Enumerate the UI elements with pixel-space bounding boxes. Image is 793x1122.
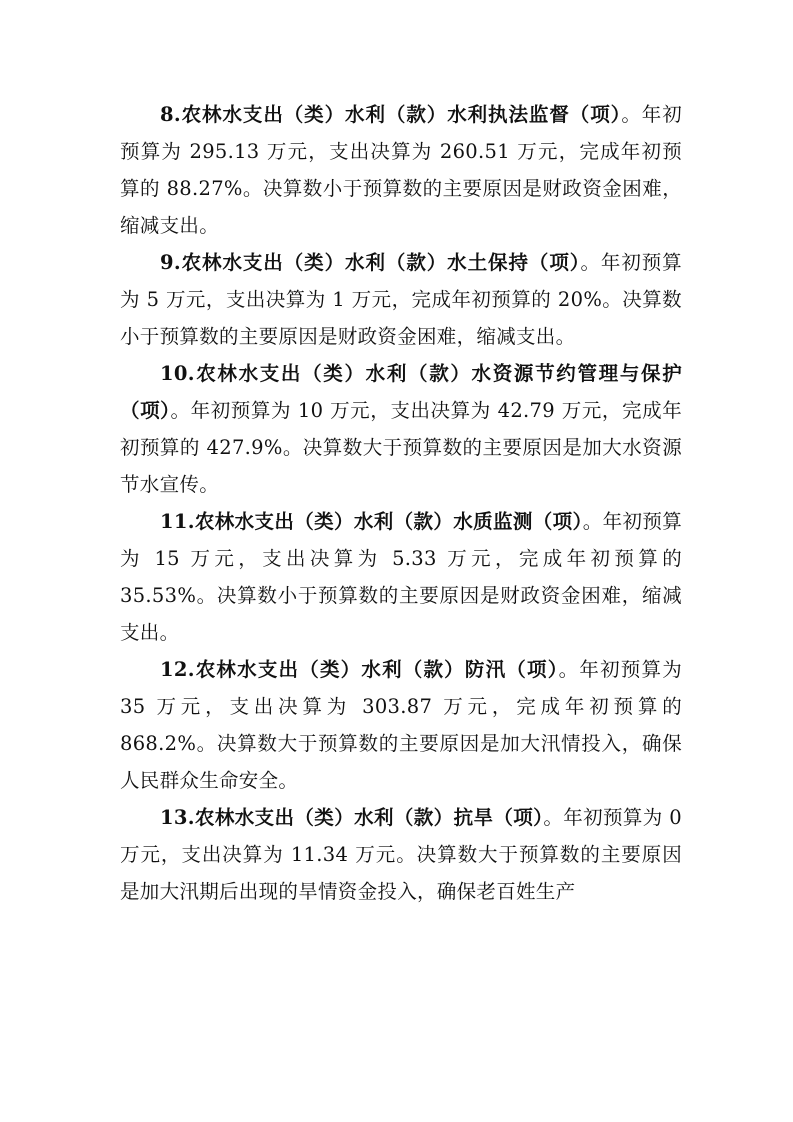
paragraph-item-12 — [120, 651, 682, 799]
paragraph-item-8 — [120, 96, 682, 244]
paragraph-body: 。年初预算为 5 万元，支出决算为 1 万元，完成年初预算的 20%。决算数小于预算数的主要原因是财政资金困难，缩减支出。 — [120, 251, 682, 348]
paragraph-body: 。年初预算为 0 万元，支出决算为 11.34 万元。决算数大于预算数的主要原因是加大汛期后出现的旱情资金投入，确保老百姓生产 — [120, 806, 682, 903]
paragraph-item-9 — [120, 244, 682, 355]
paragraph-body: 。年初预算为 35 万元，支出决算为 303.87 万元，完成年初预算的 868.2%。决算数大于预算数的主要原因是加大汛情投入，确保人民群众生命安全。 — [120, 658, 682, 792]
paragraph-body: 。年初预算为 10 万元，支出决算为 42.79 万元，完成年初预算的 427.9%。决算数大于预算数的主要原因是加大水资源节水宣传。 — [120, 399, 682, 496]
paragraph-body: 。年初预算为 295.13 万元，支出决算为 260.51 万元，完成年初预算的 88.27%。决算数小于预算数的主要原因是财政资金困难，缩减支出。 — [120, 103, 682, 237]
paragraph-heading: 11.农林水支出（类）水利（款）水质监测（项） — [160, 510, 583, 533]
paragraph-body: 。年初预算为 15 万元，支出决算为 5.33 万元，完成年初预算的 35.53%。决算数小于预算数的主要原因是财政资金困难，缩减支出。 — [120, 510, 682, 644]
paragraph-heading: 9.农林水支出（类）水利（款）水土保持（项） — [160, 251, 581, 274]
paragraph-heading: 13.农林水支出（类）水利（款）抗旱（项） — [160, 806, 544, 829]
paragraph-heading: 12.农林水支出（类）水利（款）防汛（项） — [160, 658, 559, 681]
paragraph-heading: 8.农林水支出（类）水利（款）水利执法监督（项） — [160, 103, 622, 126]
paragraph-item-13 — [120, 799, 682, 910]
page-content — [120, 96, 682, 910]
paragraph-item-11 — [120, 503, 682, 651]
paragraph-item-10 — [120, 355, 682, 503]
paragraph-heading: 10.农林水支出（类）水利（款）水资源节约管理与保护（项） — [120, 362, 682, 422]
